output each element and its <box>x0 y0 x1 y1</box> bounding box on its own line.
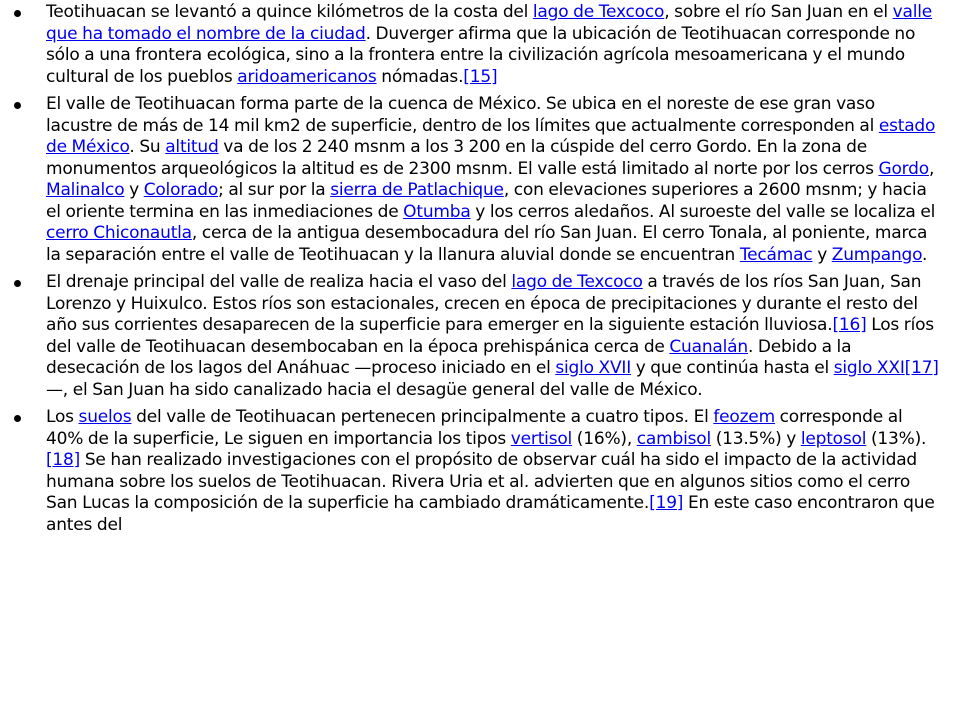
hyperlink[interactable]: cambisol <box>636 428 711 449</box>
paragraph-text: y que continúa hasta el <box>631 358 834 378</box>
bullet-paragraph <box>14 407 944 536</box>
hyperlink[interactable]: estado de México <box>46 115 936 157</box>
hyperlink[interactable]: [16] <box>832 315 867 335</box>
hyperlink[interactable]: siglo XVII <box>555 358 632 378</box>
bullet-icon <box>14 102 21 109</box>
hyperlink[interactable]: altitud <box>165 137 219 157</box>
paragraph-text: del valle de Teotihuacan pertenecen principalmente a cuatro tipos. El <box>131 407 714 427</box>
bullet-paragraph <box>14 272 944 401</box>
hyperlink[interactable]: [15] <box>463 66 498 87</box>
paragraph-text: Teotihuacan se levantó a quince kilómetros de la costa del <box>46 2 533 22</box>
hyperlink[interactable]: vertisol <box>510 428 573 449</box>
hyperlink[interactable]: leptosol <box>800 428 867 449</box>
paragraph-text: (16%), <box>572 428 637 449</box>
hyperlink[interactable]: lago de Texcoco <box>532 2 665 22</box>
bullet-paragraph <box>14 94 944 266</box>
hyperlink[interactable]: Zumpango <box>831 244 923 265</box>
hyperlink[interactable]: Tecámac <box>739 244 813 265</box>
paragraph-text: va de los 2 240 msnm a los 3 200 en la cúspide del cerro Gordo. En la zona de monumentos arqueológicos la altitud es de 2300 msnm. El valle está limitado al norte por los cerros <box>46 137 879 179</box>
paragraph-text: Se han realizado investigaciones con el propósito de observar cuál ha sido el impacto de la actividad humana sobre los suelos de Teotihuacan. Rivera Uria et al. advierten que en algunos sitios como el cerro San Lucas la composición de la superficie ha cambiado dramáticamente. <box>46 450 917 513</box>
bullet-icon <box>14 280 21 287</box>
paragraph-text: corresponde al 40% de la superficie, Le siguen en importancia los tipos <box>46 407 903 449</box>
paragraph-text: , cerca de la antigua desembocadura del río San Juan. El cerro Tonala, al poniente, marca la separación entre el valle de Teotihuacan y la llanura aluvial donde se encuentran <box>46 223 928 265</box>
paragraph-text: y <box>124 180 144 200</box>
paragraph-text: nómadas. <box>376 66 464 87</box>
hyperlink[interactable]: [18] <box>46 450 81 470</box>
paragraph-text: y <box>812 244 832 265</box>
hyperlink[interactable]: siglo XXI <box>833 358 905 378</box>
hyperlink[interactable]: Cuanalán <box>669 336 748 357</box>
paragraph-text: . Duverger afirma que la ubicación de Teotihuacan corresponde no sólo a una frontera ecológica, sino a la frontera entre la civilización agrícola mesoamericana y el mundo cultural de los pueblos <box>46 23 916 87</box>
hyperlink[interactable]: aridoamericanos <box>237 66 377 87</box>
paragraph-text: a través de los ríos San Juan, San Lorenzo y Huixulco. Estos ríos son estacionales, crecen en época de precipitaciones y durante el resto del año sus corrientes desaparecen de la superficie para emerger en la siguiente estación lluviosa. <box>46 272 922 335</box>
paragraph-text: ; al sur por la <box>218 180 331 200</box>
bullet-icon <box>14 10 21 17</box>
hyperlink[interactable]: Colorado <box>143 180 219 200</box>
paragraph-text: , con elevaciones superiores a 2600 msnm; y hacia el oriente termina en las inmediaciones de <box>46 180 927 222</box>
paragraph-text: . Debido a la desecación de los lagos del Anáhuac —proceso iniciado en el <box>46 336 852 378</box>
hyperlink[interactable]: Malinalco <box>46 180 125 200</box>
bullet-list <box>14 2 944 542</box>
hyperlink[interactable]: lago de Texcoco <box>511 272 643 292</box>
hyperlink[interactable]: Gordo <box>878 158 929 179</box>
hyperlink[interactable]: valle que ha tomado el nombre de la ciudad <box>46 2 933 44</box>
hyperlink[interactable]: [17] <box>904 358 939 378</box>
hyperlink[interactable]: cerro Chiconautla <box>46 223 192 243</box>
hyperlink[interactable]: Otumba <box>403 201 471 222</box>
paragraph-text: (13%). <box>866 428 927 449</box>
paragraph-text: El drenaje principal del valle de realiza hacia el vaso del <box>46 272 512 292</box>
paragraph-text: , <box>928 158 935 179</box>
paragraph-text: . <box>922 244 928 265</box>
paragraph-text: , sobre el río San Juan en el <box>664 2 893 22</box>
paragraph-text: Los <box>46 407 79 427</box>
hyperlink[interactable]: feozem <box>713 407 775 427</box>
bullet-paragraph <box>14 2 944 88</box>
paragraph-text: y los cerros aledaños. Al suroeste del valle se localiza el <box>470 201 936 222</box>
hyperlink[interactable]: sierra de Patlachique <box>330 180 504 200</box>
paragraph-text: (13.5%) y <box>710 428 801 449</box>
hyperlink[interactable]: [19] <box>649 493 684 513</box>
paragraph-text: —, el San Juan ha sido canalizado hacia el desagüe general del valle de México. <box>46 379 703 400</box>
bullet-icon <box>14 415 21 422</box>
paragraph-text: El valle de Teotihuacan forma parte de la cuenca de México. Se ubica en el noreste de ese gran vaso lacustre de más de 14 mil km2 de superficie, dentro de los límites que actualmente corresponden al <box>46 94 879 136</box>
hyperlink[interactable]: suelos <box>78 407 132 427</box>
paragraph-text: En este caso encontraron que antes del <box>46 493 935 535</box>
paragraph-text: . Su <box>129 137 166 157</box>
paragraph-text: Los ríos del valle de Teotihuacan desembocaban en la época prehispánica cerca de <box>46 315 934 357</box>
